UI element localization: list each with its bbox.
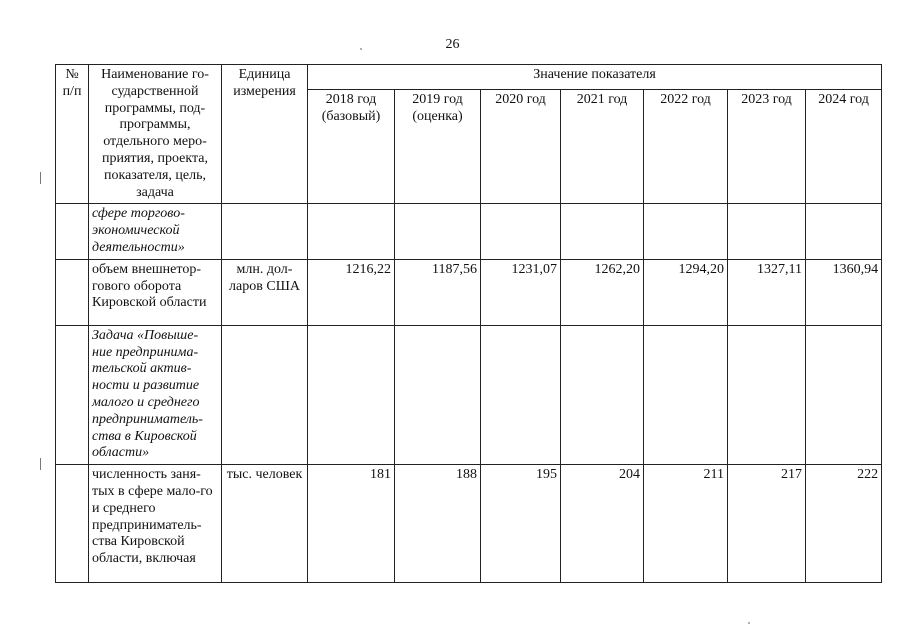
row-value bbox=[395, 204, 481, 259]
row-value bbox=[728, 325, 806, 464]
row-value bbox=[806, 325, 882, 464]
row-value: 1327,11 bbox=[728, 259, 806, 325]
table-row bbox=[56, 259, 882, 325]
header-year: 2023 год bbox=[728, 90, 806, 204]
row-name-objective: сфере торгово-экономической деятельности» bbox=[89, 204, 222, 259]
row-name-task: Задача «Повыше-ние предпринима-тельской актив-ности и развитие малого и среднего предприниматель-ства в Кировской области» bbox=[89, 325, 222, 464]
scan-mark bbox=[40, 458, 41, 470]
row-value: 188 bbox=[395, 465, 481, 583]
table-row bbox=[56, 204, 882, 259]
header-year: 2019 год (оценка) bbox=[395, 90, 481, 204]
row-value bbox=[481, 204, 561, 259]
row-unit: млн. дол-ларов США bbox=[222, 259, 308, 325]
row-num bbox=[56, 204, 89, 259]
header-year: 2022 год bbox=[644, 90, 728, 204]
row-value: 204 bbox=[561, 465, 644, 583]
row-value: 211 bbox=[644, 465, 728, 583]
row-value: 1294,20 bbox=[644, 259, 728, 325]
header-unit: Единица измерения bbox=[222, 65, 308, 204]
header-year: 2024 год bbox=[806, 90, 882, 204]
row-unit bbox=[222, 325, 308, 464]
row-value: 1262,20 bbox=[561, 259, 644, 325]
row-value: 222 bbox=[806, 465, 882, 583]
row-value bbox=[481, 325, 561, 464]
row-value bbox=[308, 325, 395, 464]
scan-speck bbox=[748, 622, 750, 624]
row-value: 217 bbox=[728, 465, 806, 583]
row-value: 195 bbox=[481, 465, 561, 583]
row-num bbox=[56, 465, 89, 583]
page-number: 26 bbox=[445, 37, 460, 52]
row-num bbox=[56, 259, 89, 325]
header-year: 2020 год bbox=[481, 90, 561, 204]
header-year: 2018 год (базовый) bbox=[308, 90, 395, 204]
header-name: Наименование го-сударственной программы, под-программы, отдельного меро-приятия, проекта, показателя, цель, задача bbox=[89, 65, 222, 204]
row-value bbox=[728, 204, 806, 259]
row-value: 1187,56 bbox=[395, 259, 481, 325]
row-value bbox=[806, 204, 882, 259]
row-value: 1231,07 bbox=[481, 259, 561, 325]
indicator-table bbox=[55, 64, 882, 583]
row-name-indicator: объем внешнетор-гового оборота Кировской области bbox=[89, 259, 222, 325]
row-value bbox=[644, 204, 728, 259]
row-unit bbox=[222, 204, 308, 259]
row-unit: тыс. человек bbox=[222, 465, 308, 583]
row-value bbox=[561, 325, 644, 464]
row-value bbox=[644, 325, 728, 464]
scan-speck bbox=[360, 48, 362, 50]
header-value-group: Значение показателя bbox=[308, 65, 882, 90]
header-year: 2021 год bbox=[561, 90, 644, 204]
row-value bbox=[308, 204, 395, 259]
row-value: 1216,22 bbox=[308, 259, 395, 325]
table-row bbox=[56, 465, 882, 583]
row-value: 1360,94 bbox=[806, 259, 882, 325]
table-row bbox=[56, 325, 882, 464]
scan-mark bbox=[40, 172, 41, 184]
row-name-indicator: численность заня-тых в сфере мало-го и среднего предприниматель-ства Кировской области, включая bbox=[89, 465, 222, 583]
row-value bbox=[561, 204, 644, 259]
row-value: 181 bbox=[308, 465, 395, 583]
row-value bbox=[395, 325, 481, 464]
header-num: № п/п bbox=[56, 65, 89, 204]
row-num bbox=[56, 325, 89, 464]
